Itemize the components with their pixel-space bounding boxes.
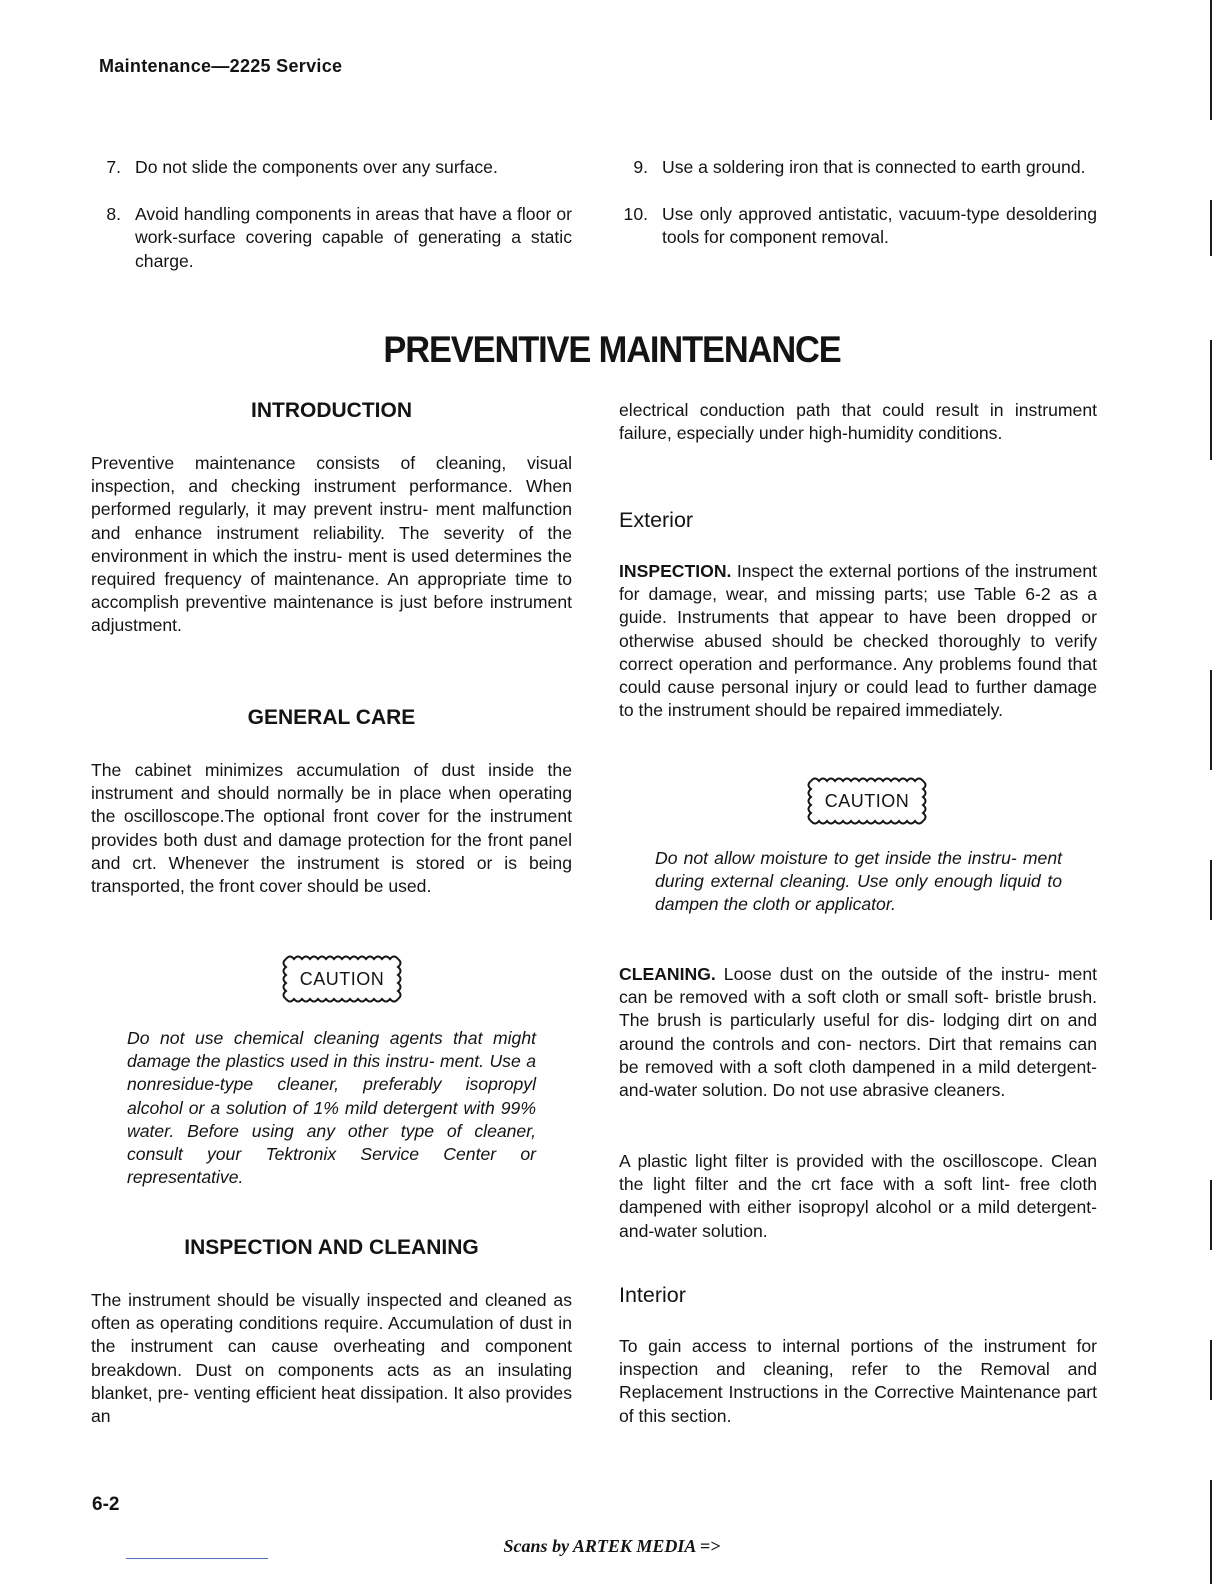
page-number: 6-2 <box>92 1494 120 1515</box>
continuation-paragraph: electrical conduction path that could result in instrument failure, especially under high-humidity conditions. <box>619 400 1097 444</box>
introduction-paragraph: Preventive maintenance consists of cleaning, visual inspection, and checking instrument performance. When performed regularly, it may prevent instru- ment malfunction and enhance instrument reliability. The severity of the environment in which the instru- ment is used determines the required frequency of maintenance. An appropriate time to accomplish preventive maintenance is just before instrument adjustment. <box>91 453 572 636</box>
scan-edge-mark <box>1210 860 1212 920</box>
exterior-heading: Exterior <box>619 508 694 532</box>
caution-box-right <box>803 773 931 829</box>
scan-edge-mark <box>1210 200 1212 256</box>
light-filter-text <box>619 1150 1097 1243</box>
list-item-text: Avoid handling components in areas that have a floor or work-surface covering capable of generating a static charge. <box>135 204 572 271</box>
list-item <box>618 156 1097 179</box>
list-item <box>91 156 572 179</box>
caution-label: CAUTION <box>824 791 910 811</box>
list-item-number: 8. <box>106 204 121 225</box>
introduction-text <box>91 452 572 638</box>
scan-edge-mark <box>1210 1480 1212 1584</box>
list-item-text: Use a soldering iron that is connected to earth ground. <box>662 157 1086 177</box>
inspection-cleaning-paragraph: The instrument should be visually inspected and cleaned as often as operating conditions require. Accumulation of dust in the instrument can cause overheating and component breakdown. Dust on components acts as an insulating blanket, pre- venting efficient heat dissipation. It also provides an <box>91 1290 572 1427</box>
main-title: PREVENTIVE MAINTENANCE <box>383 329 841 370</box>
cleaning-text <box>619 963 1097 1102</box>
general-care-text <box>91 759 572 898</box>
top-list-right <box>618 156 1097 250</box>
inspection-cleaning-heading: INSPECTION AND CLEANING <box>184 1236 479 1259</box>
top-list-left <box>91 156 572 273</box>
interior-paragraph: To gain access to internal portions of the instrument for inspection and cleaning, refer to the Removal and Replacement Instructions in the Corrective Maintenance part of this section. <box>619 1336 1097 1426</box>
list-item-text: Do not slide the components over any surface. <box>135 157 498 177</box>
scan-credit: Scans by ARTEK MEDIA => <box>503 1536 721 1556</box>
list-item <box>618 203 1097 249</box>
general-care-paragraph: The cabinet minimizes accumulation of dust inside the instrument and should normally be in place when operating the oscilloscope.The optional front cover for the instrument provides both dust and damage protection for the front panel and crt. Whenever the instrument is stored or is being transported, the front cover should be used. <box>91 760 572 897</box>
caution-label: CAUTION <box>299 969 385 989</box>
list-item-number: 7. <box>106 157 121 177</box>
inspection-cleaning-text <box>91 1289 572 1428</box>
caution-paragraph: Do not use chemical cleaning agents that might damage the plastics used in this instru- ment. Use a nonresidue-type cleaner, preferably isopropyl alcohol or a solution of 1% mild detergent with 99% water. Before using any other type of cleaner, consult your Tektronix Service Center or representative. <box>127 1028 536 1188</box>
interior-heading: Interior <box>619 1283 686 1307</box>
scan-edge-mark <box>1210 1180 1212 1250</box>
scan-edge-mark <box>1210 340 1212 460</box>
inspection-text <box>619 560 1097 722</box>
continuation-text <box>619 399 1097 445</box>
footer-rule <box>126 1558 268 1559</box>
light-filter-paragraph: A plastic light filter is provided with the oscilloscope. Clean the light filter and the crt face with a soft lint- free cloth dampened with either isopropyl alcohol or a mild detergent-and-water solution. <box>619 1151 1097 1241</box>
scan-edge-mark <box>1210 0 1212 120</box>
cleaning-label: CLEANING. <box>619 964 716 984</box>
list-item <box>91 203 572 273</box>
inspection-label: INSPECTION. <box>619 561 732 581</box>
general-care-heading: GENERAL CARE <box>247 706 416 729</box>
list-item-number: 10. <box>623 204 648 225</box>
list-item-number: 9. <box>633 157 648 177</box>
list-item-text: Use only approved antistatic, vacuum-type desoldering tools for component removal. <box>662 204 1097 248</box>
caution-box-left <box>278 951 406 1007</box>
interior-text <box>619 1335 1097 1428</box>
caution-text-left <box>127 1027 536 1189</box>
introduction-heading: INTRODUCTION <box>251 399 412 422</box>
caution-text-right <box>655 847 1062 917</box>
inspection-paragraph: Inspect the external portions of the instrument for damage, wear, and missing parts; use Table 6-2 as a guide. Instruments that appear to have been dropped or otherwise abused should be checked thoroughly to verify correct operation and performance. Any problems found that could cause personal injury or could lead to further damage to the instrument should be repaired immediately. <box>619 561 1097 721</box>
scan-edge-mark <box>1210 670 1212 770</box>
cleaning-paragraph: Loose dust on the outside of the instru- ment can be removed with a soft cloth or small soft- bristle brush. The brush is particularly useful for dis- lodging dirt on and around the controls and con- nectors. Dirt that remains can be removed with a soft cloth dampened in a mild detergent-and-water solution. Do not use abrasive cleaners. <box>619 964 1098 1101</box>
scan-edge-mark <box>1210 1340 1212 1400</box>
running-head: Maintenance—2225 Service <box>99 56 343 76</box>
caution-paragraph: Do not allow moisture to get inside the instru- ment during external cleaning. Use only enough liquid to dampen the cloth or applicator. <box>655 848 1062 915</box>
